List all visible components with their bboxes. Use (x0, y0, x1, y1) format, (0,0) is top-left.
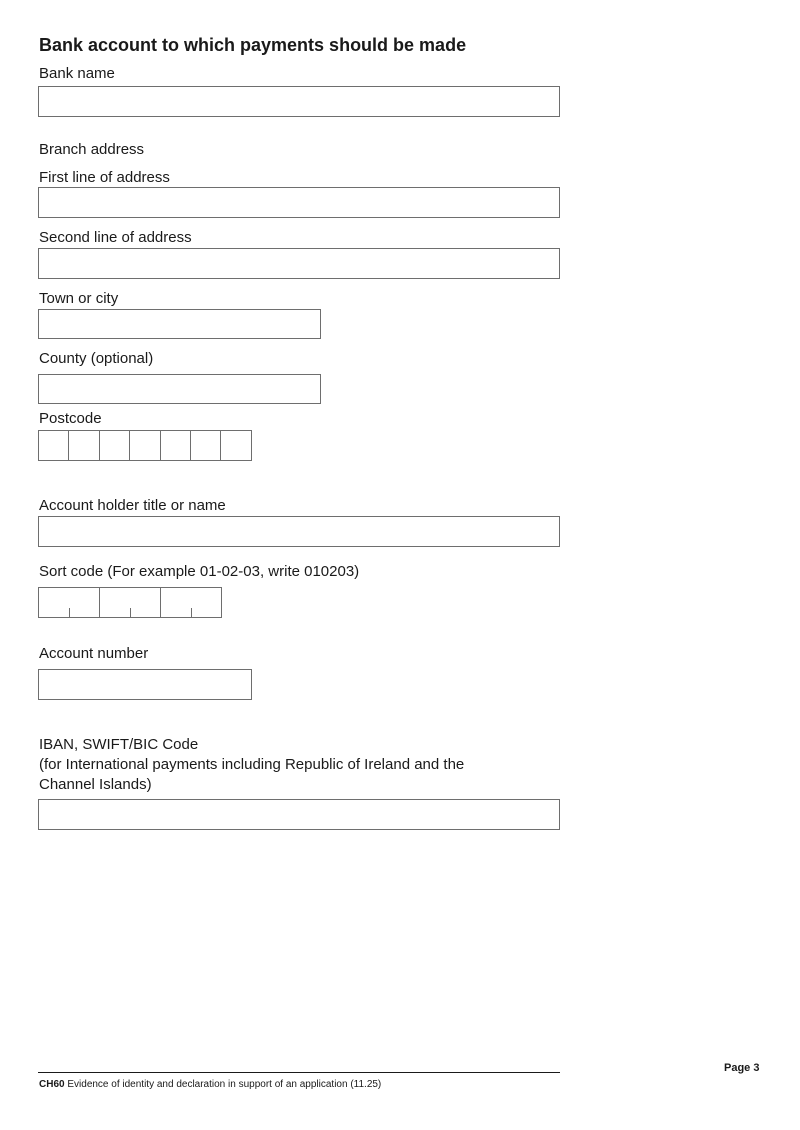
section-title: Bank account to which payments should be made (39, 35, 467, 55)
town-label: Town or city (39, 290, 119, 307)
footer-form-info (39, 1079, 381, 1090)
address-line2-input[interactable] (38, 248, 560, 279)
address-line1-label: First line of address (39, 169, 170, 186)
sort-code-pair[interactable] (39, 588, 100, 617)
address-line2-label: Second line of address (39, 229, 192, 246)
postcode-cell[interactable] (221, 431, 251, 460)
form-description: Evidence of identity and declaration in support of an application (11.25) (67, 1079, 382, 1090)
branch-address-heading: Branch address (39, 141, 145, 158)
town-input[interactable] (38, 309, 321, 339)
postcode-label: Postcode (39, 410, 102, 427)
sort-code-pair[interactable] (161, 588, 222, 617)
sort-code-pair[interactable] (100, 588, 161, 617)
account-number-label: Account number (39, 645, 149, 662)
address-line1-input[interactable] (38, 187, 560, 218)
iban-note: (for International payments including Republic of Ireland and the (39, 756, 465, 773)
postcode-cell[interactable] (130, 431, 160, 460)
iban-note-continued: Channel Islands) (39, 776, 152, 793)
iban-input[interactable] (38, 799, 560, 830)
postcode-cell[interactable] (161, 431, 191, 460)
page-number: Page 3 (724, 1062, 760, 1074)
sort-code-input[interactable] (38, 587, 222, 618)
county-label: County (optional) (39, 350, 154, 367)
account-holder-label: Account holder title or name (39, 497, 226, 514)
county-input[interactable] (38, 374, 321, 404)
postcode-cell[interactable] (69, 431, 99, 460)
footer-divider (38, 1072, 560, 1073)
bank-name-label: Bank name (39, 65, 115, 82)
bank-name-input[interactable] (38, 86, 560, 117)
postcode-input[interactable] (38, 430, 252, 461)
sort-code-label: Sort code (For example 01-02-03, write 010203) (39, 563, 360, 580)
postcode-cell[interactable] (39, 431, 69, 460)
postcode-cell[interactable] (100, 431, 130, 460)
account-holder-input[interactable] (38, 516, 560, 547)
iban-label: IBAN, SWIFT/BIC Code (39, 736, 199, 753)
account-number-input[interactable] (38, 669, 252, 700)
form-code: CH60 (39, 1079, 65, 1090)
postcode-cell[interactable] (191, 431, 221, 460)
